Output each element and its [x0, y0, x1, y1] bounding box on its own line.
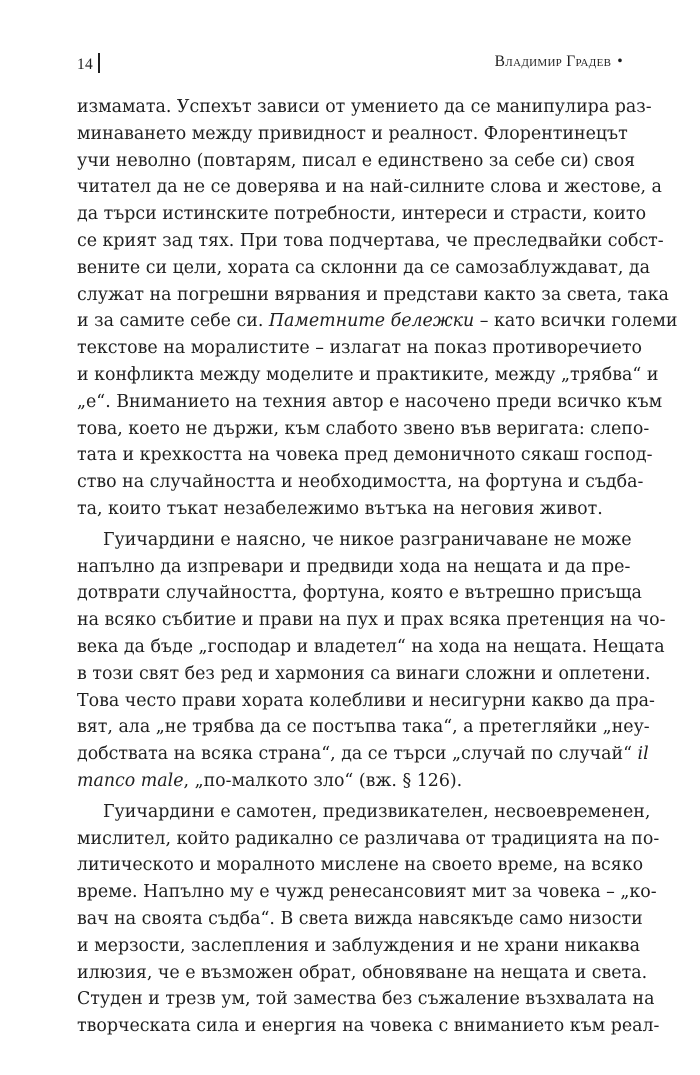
text-run: века да бъде „господар и владетел“ на хода на нещата. Нещата	[77, 636, 665, 657]
text-run: минаването между привидност и реалност. Флорентинецът	[77, 123, 628, 144]
text-line	[77, 607, 666, 634]
text-run: та, които тъкат незабележимо вътъка на неговия живот.	[77, 498, 603, 519]
body-text	[77, 94, 678, 1040]
text-line	[77, 389, 663, 416]
italic-text: Паметните бележки	[268, 311, 475, 332]
text-line	[77, 201, 647, 228]
text-run: вач на своята съдба“. В света вижда навсякъде само низости	[77, 908, 643, 929]
text-run: дотврати случайността, фортуна, която е вътрешно присъща	[77, 583, 642, 604]
text-run: напълно да изпревари и предвиди хода на нещата и да пре-	[77, 556, 631, 577]
text-run: вените си цели, хората са склонни да се самозаблуждават, да	[77, 257, 650, 278]
text-line	[77, 580, 642, 607]
text-line	[77, 335, 642, 362]
text-run: в този свят без ред и хармония са винаги сложни и оплетени.	[77, 663, 651, 684]
text-run: , „по-малкото зло“ (вж. § 126).	[183, 770, 463, 791]
text-run: – като всички големи	[474, 311, 678, 332]
text-run: литическото и моралното мислене на своето време, на всяко	[77, 855, 644, 876]
text-run: се крият зад тях. При това подчертава, че преследвайки собст-	[77, 230, 664, 251]
text-run: текстове на моралистите – излагат на показ противоречието	[77, 338, 642, 359]
text-run: читател да не се доверява и на най-силните слова и жестове, а	[77, 177, 662, 198]
text-line	[77, 768, 625, 795]
text-line	[77, 416, 650, 443]
running-head-bullet: •	[617, 53, 623, 70]
text-line	[77, 879, 657, 906]
text-line	[77, 1013, 660, 1040]
text-run: Гуичардини е самотен, предизвикателен, несвоевременен,	[103, 801, 651, 822]
text-run: да търси истинските потребности, интереси и страсти, които	[77, 204, 647, 225]
paragraph-3	[77, 799, 660, 1040]
paragraph-1	[77, 94, 678, 523]
text-line	[77, 527, 632, 554]
text-line	[77, 282, 669, 309]
italic-text: il	[637, 744, 649, 765]
text-line	[77, 469, 644, 496]
running-head	[495, 53, 623, 71]
text-line	[77, 94, 652, 121]
text-line	[77, 148, 636, 175]
text-line	[77, 852, 644, 879]
text-run: вят, ала „не трябва да се постъпва така“, а претегляйки „неу-	[77, 717, 650, 738]
text-line	[77, 554, 631, 581]
text-line	[77, 688, 655, 715]
text-line	[77, 714, 650, 741]
text-line	[77, 121, 628, 148]
text-line	[77, 741, 649, 768]
text-line	[77, 255, 650, 282]
page-number-separator	[98, 53, 100, 73]
text-line	[77, 442, 653, 469]
text-run: илюзия, че е възможен обрат, обновяване на нещата и света.	[77, 962, 648, 983]
text-line	[77, 661, 651, 688]
text-run: време. Напълно му е чужд ренесансовият мит за човека – „ко-	[77, 882, 657, 903]
text-line	[77, 826, 660, 853]
text-run: и мерзости, заслепления и заблуждения и не храни никаква	[77, 935, 640, 956]
text-run: и конфликта между моделите и практиките, между „трябва“ и	[77, 364, 659, 385]
text-line	[77, 799, 651, 826]
text-run: Това често прави хората колебливи и несигурни какво да пра-	[77, 690, 655, 711]
text-run: това, което не държи, към слабото звено във веригата: слепо-	[77, 418, 650, 439]
text-run: Студен и трезв ум, той замества без съжаление възхвалата на	[77, 989, 655, 1010]
text-run: служат на погрешни вярвания и представи както за света, така	[77, 284, 669, 305]
text-line	[77, 634, 665, 661]
text-run: „е“. Вниманието на техния автор е насочено преди всичко към	[77, 391, 663, 412]
page-number-text: 14	[77, 56, 94, 73]
text-line	[77, 906, 643, 933]
text-run: ство на случайността и необходимостта, на фортуна и съдба-	[77, 472, 644, 493]
text-line	[77, 496, 625, 523]
page-header	[77, 53, 623, 81]
text-run: добствата на всяка страна“, да се търси „случай по случай“	[77, 744, 638, 765]
text-run: тата и крехкостта на човека пред демоничното сякаш господ-	[77, 445, 653, 466]
running-head-author: Владимир Градев	[494, 53, 612, 70]
text-line	[77, 986, 655, 1013]
text-run: творческата сила и енергия на човека с вниманието към реал-	[77, 1016, 660, 1037]
text-line	[77, 308, 678, 335]
text-line	[77, 228, 664, 255]
text-line	[77, 362, 659, 389]
text-run: на всяко събитие и прави на пух и прах всяка претенция на чо-	[77, 610, 666, 631]
paragraph-2	[77, 527, 666, 795]
text-line	[77, 933, 640, 960]
text-run: учи неволно (повтарям, писал е единствено за себе си) своя	[77, 150, 636, 171]
text-line	[77, 174, 662, 201]
text-line	[77, 960, 648, 987]
text-run: и за самите себе си.	[77, 311, 269, 332]
italic-text: manco male	[77, 770, 184, 791]
text-run: мислител, който радикално се различава от традицията на по-	[77, 828, 660, 849]
page-number	[77, 53, 100, 74]
text-run: измамата. Успехът зависи от умението да се манипулира раз-	[77, 97, 652, 117]
text-run: Гуичардини е наясно, че никое разграничаване не може	[103, 529, 632, 550]
